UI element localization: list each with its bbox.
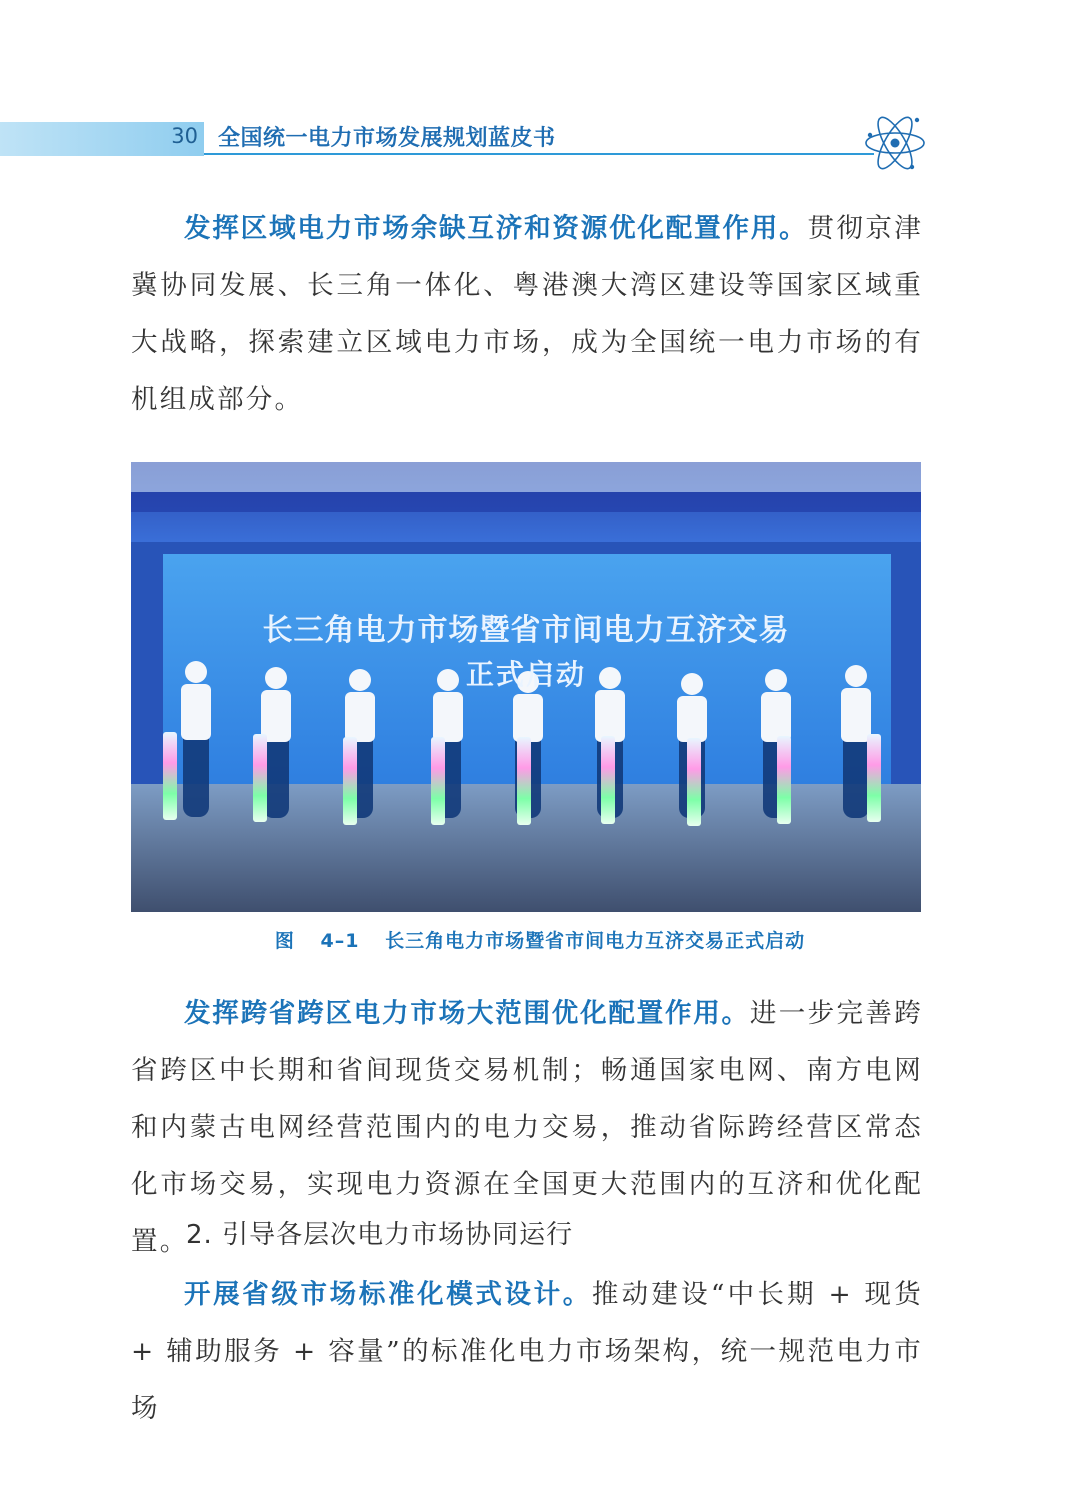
paragraph-lead: 开展省级市场标准化模式设计。 — [184, 1279, 592, 1310]
page-header — [0, 112, 1080, 192]
screen-text-line1: 长三角电力市场暨省市间电力互济交易 — [262, 613, 790, 648]
paragraph-body: 贯彻京津冀协同发展、长三角一体化、粤港澳大湾区建设等国家区域重大战略，探索建立区域电力市场，成为全国统一电力市场的有机组成部分。 — [131, 213, 923, 415]
section-subheading: 2. 引导各层次电力市场协同运行 — [186, 1220, 574, 1250]
atom-icon — [862, 112, 928, 174]
figure-caption: 图 4–1 长三角电力市场暨省市间电力互济交易正式启动 — [274, 930, 806, 952]
page-number: 30 — [171, 124, 198, 148]
screen-text-line2: 正式启动 — [465, 658, 587, 691]
paragraph-provincial-market — [131, 1266, 923, 1437]
paragraph-body: 进一步完善跨省跨区中长期和省间现货交易机制；畅通国家电网、南方电网和内蒙古电网经营范围内的电力交易，推动省际跨经营区常态化市场交易，实现电力资源在全国更大范围内的互济和优化配置。 — [131, 998, 924, 1257]
event-photo-illustration — [131, 462, 921, 912]
book-title: 全国统一电力市场发展规划蓝皮书 — [218, 126, 556, 151]
paragraph-body: 推动建设“中长期 + 现货 + 辅助服务 + 容量”的标准化电力市场架构，统一规范电力市场 — [131, 1279, 923, 1424]
paragraph-regional-market — [131, 200, 923, 428]
paragraph-lead: 发挥跨省跨区电力市场大范围优化配置作用。 — [184, 998, 750, 1029]
paragraph-lead: 发挥区域电力市场余缺互济和资源优化配置作用。 — [184, 213, 808, 244]
event-photo — [131, 462, 921, 912]
header-rule — [204, 153, 874, 155]
